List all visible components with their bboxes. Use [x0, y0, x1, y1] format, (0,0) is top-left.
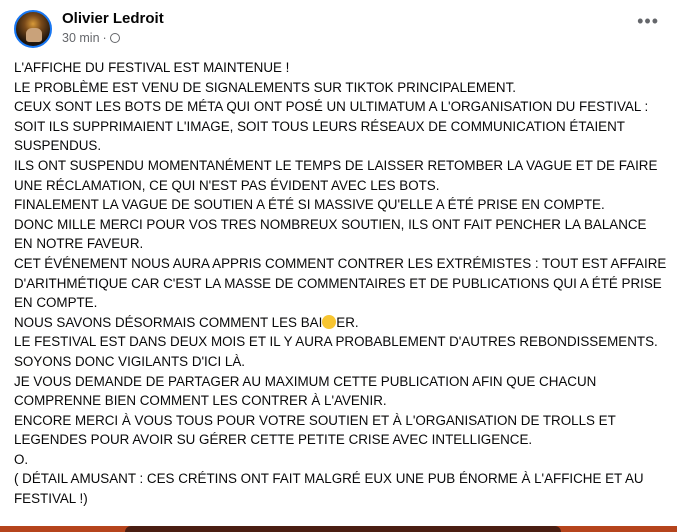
post-line: DONC MILLE MERCI POUR VOS TRES NOMBREUX SOUTIEN, ILS ONT FAIT PENCHER LA BALANCE — [14, 216, 647, 232]
post-image[interactable] — [0, 526, 677, 532]
post-line: COMPRENNE BIEN COMMENT LES CONTRER À L'AVENIR. — [14, 393, 387, 409]
meta-separator: · — [102, 31, 107, 45]
author-name[interactable]: Olivier Ledroit — [62, 10, 164, 27]
post-line: EN NOTRE FAVEUR. — [14, 236, 144, 252]
post-line: LEGENDES POUR AVOIR SU GÉRER CETTE PETITE CRISE AVEC INTELLIGENCE. — [14, 432, 533, 448]
post-line: CET ÉVÉNEMENT NOUS AURA APPRIS COMMENT CONTRER LES EXTRÉMISTES : TOUT EST AFFAIRE — [14, 255, 667, 271]
post-time[interactable]: 30 min — [62, 31, 100, 45]
post-text-part-1 — [14, 58, 674, 313]
more-options-button[interactable]: ••• — [637, 11, 659, 31]
post-line — [14, 313, 674, 333]
post-line: O. — [14, 451, 29, 467]
post-line: SOYONS DONC VIGILANTS D'ICI LÀ. — [14, 353, 245, 369]
post-line: SUSPENDUS. — [14, 138, 102, 154]
post-text-part-2 — [14, 332, 674, 508]
globe-icon[interactable] — [110, 33, 120, 43]
post-line: FESTIVAL !) — [14, 491, 88, 507]
post-line-text: NOUS SAVONS DÉSORMAIS COMMENT LES BAI — [14, 314, 323, 330]
post-line: JE VOUS DEMANDE DE PARTAGER AU MAXIMUM CETTE PUBLICATION AFIN QUE CHACUN — [14, 373, 597, 389]
post-line: L'AFFICHE DU FESTIVAL EST MAINTENUE ! — [14, 60, 290, 75]
post-line: EN COMPTE. — [14, 295, 98, 311]
post-line: ENCORE MERCI À VOUS TOUS POUR VOTRE SOUTIEN ET À L'ORGANISATION DE TROLLS ET — [14, 412, 616, 428]
post-meta — [62, 31, 120, 45]
post-image-inner — [125, 526, 561, 532]
post-line: UNE RÉCLAMATION, CE QUI N'EST PAS ÉVIDENT AVEC LES BOTS. — [14, 177, 440, 193]
post-line: ILS ONT SUSPENDU MOMENTANÉMENT LE TEMPS DE LAISSER RETOMBER LA VAGUE ET DE FAIRE — [14, 157, 658, 173]
post-line: D'ARITHMÉTIQUE CAR C'EST LA MASSE DE COMMENTAIRES ET DE PUBLICATIONS QUI A ÉTÉ PRISE — [14, 275, 662, 291]
post-line: ( DÉTAIL AMUSANT : CES CRÉTINS ONT FAIT MALGRÉ EUX UNE PUB ÉNORME À L'AFFICHE ET AU — [14, 471, 644, 487]
post-line-text: ER. — [336, 314, 359, 330]
winking-tongue-emoji-icon — [322, 315, 336, 329]
post-line: FINALEMENT LA VAGUE DE SOUTIEN A ÉTÉ SI MASSIVE QU'ELLE A ÉTÉ PRISE EN COMPTE. — [14, 197, 605, 213]
post-line: LE PROBLÈME EST VENU DE SIGNALEMENTS SUR TIKTOK PRINCIPALEMENT. — [14, 79, 517, 95]
post-line: LE FESTIVAL EST DANS DEUX MOIS ET IL Y AURA PROBABLEMENT D'AUTRES REBONDISSEMENTS. — [14, 334, 658, 350]
post-line: CEUX SONT LES BOTS DE MÉTA QUI ONT POSÉ UN ULTIMATUM A L'ORGANISATION DU FESTIVAL : — [14, 99, 649, 115]
post-text — [14, 58, 674, 509]
author-avatar[interactable] — [14, 10, 52, 48]
post-line: SOIT ILS SUPPRIMAIENT L'IMAGE, SOIT TOUS LEURS RÉSEAUX DE COMMUNICATION ÉTAIENT — [14, 118, 625, 134]
